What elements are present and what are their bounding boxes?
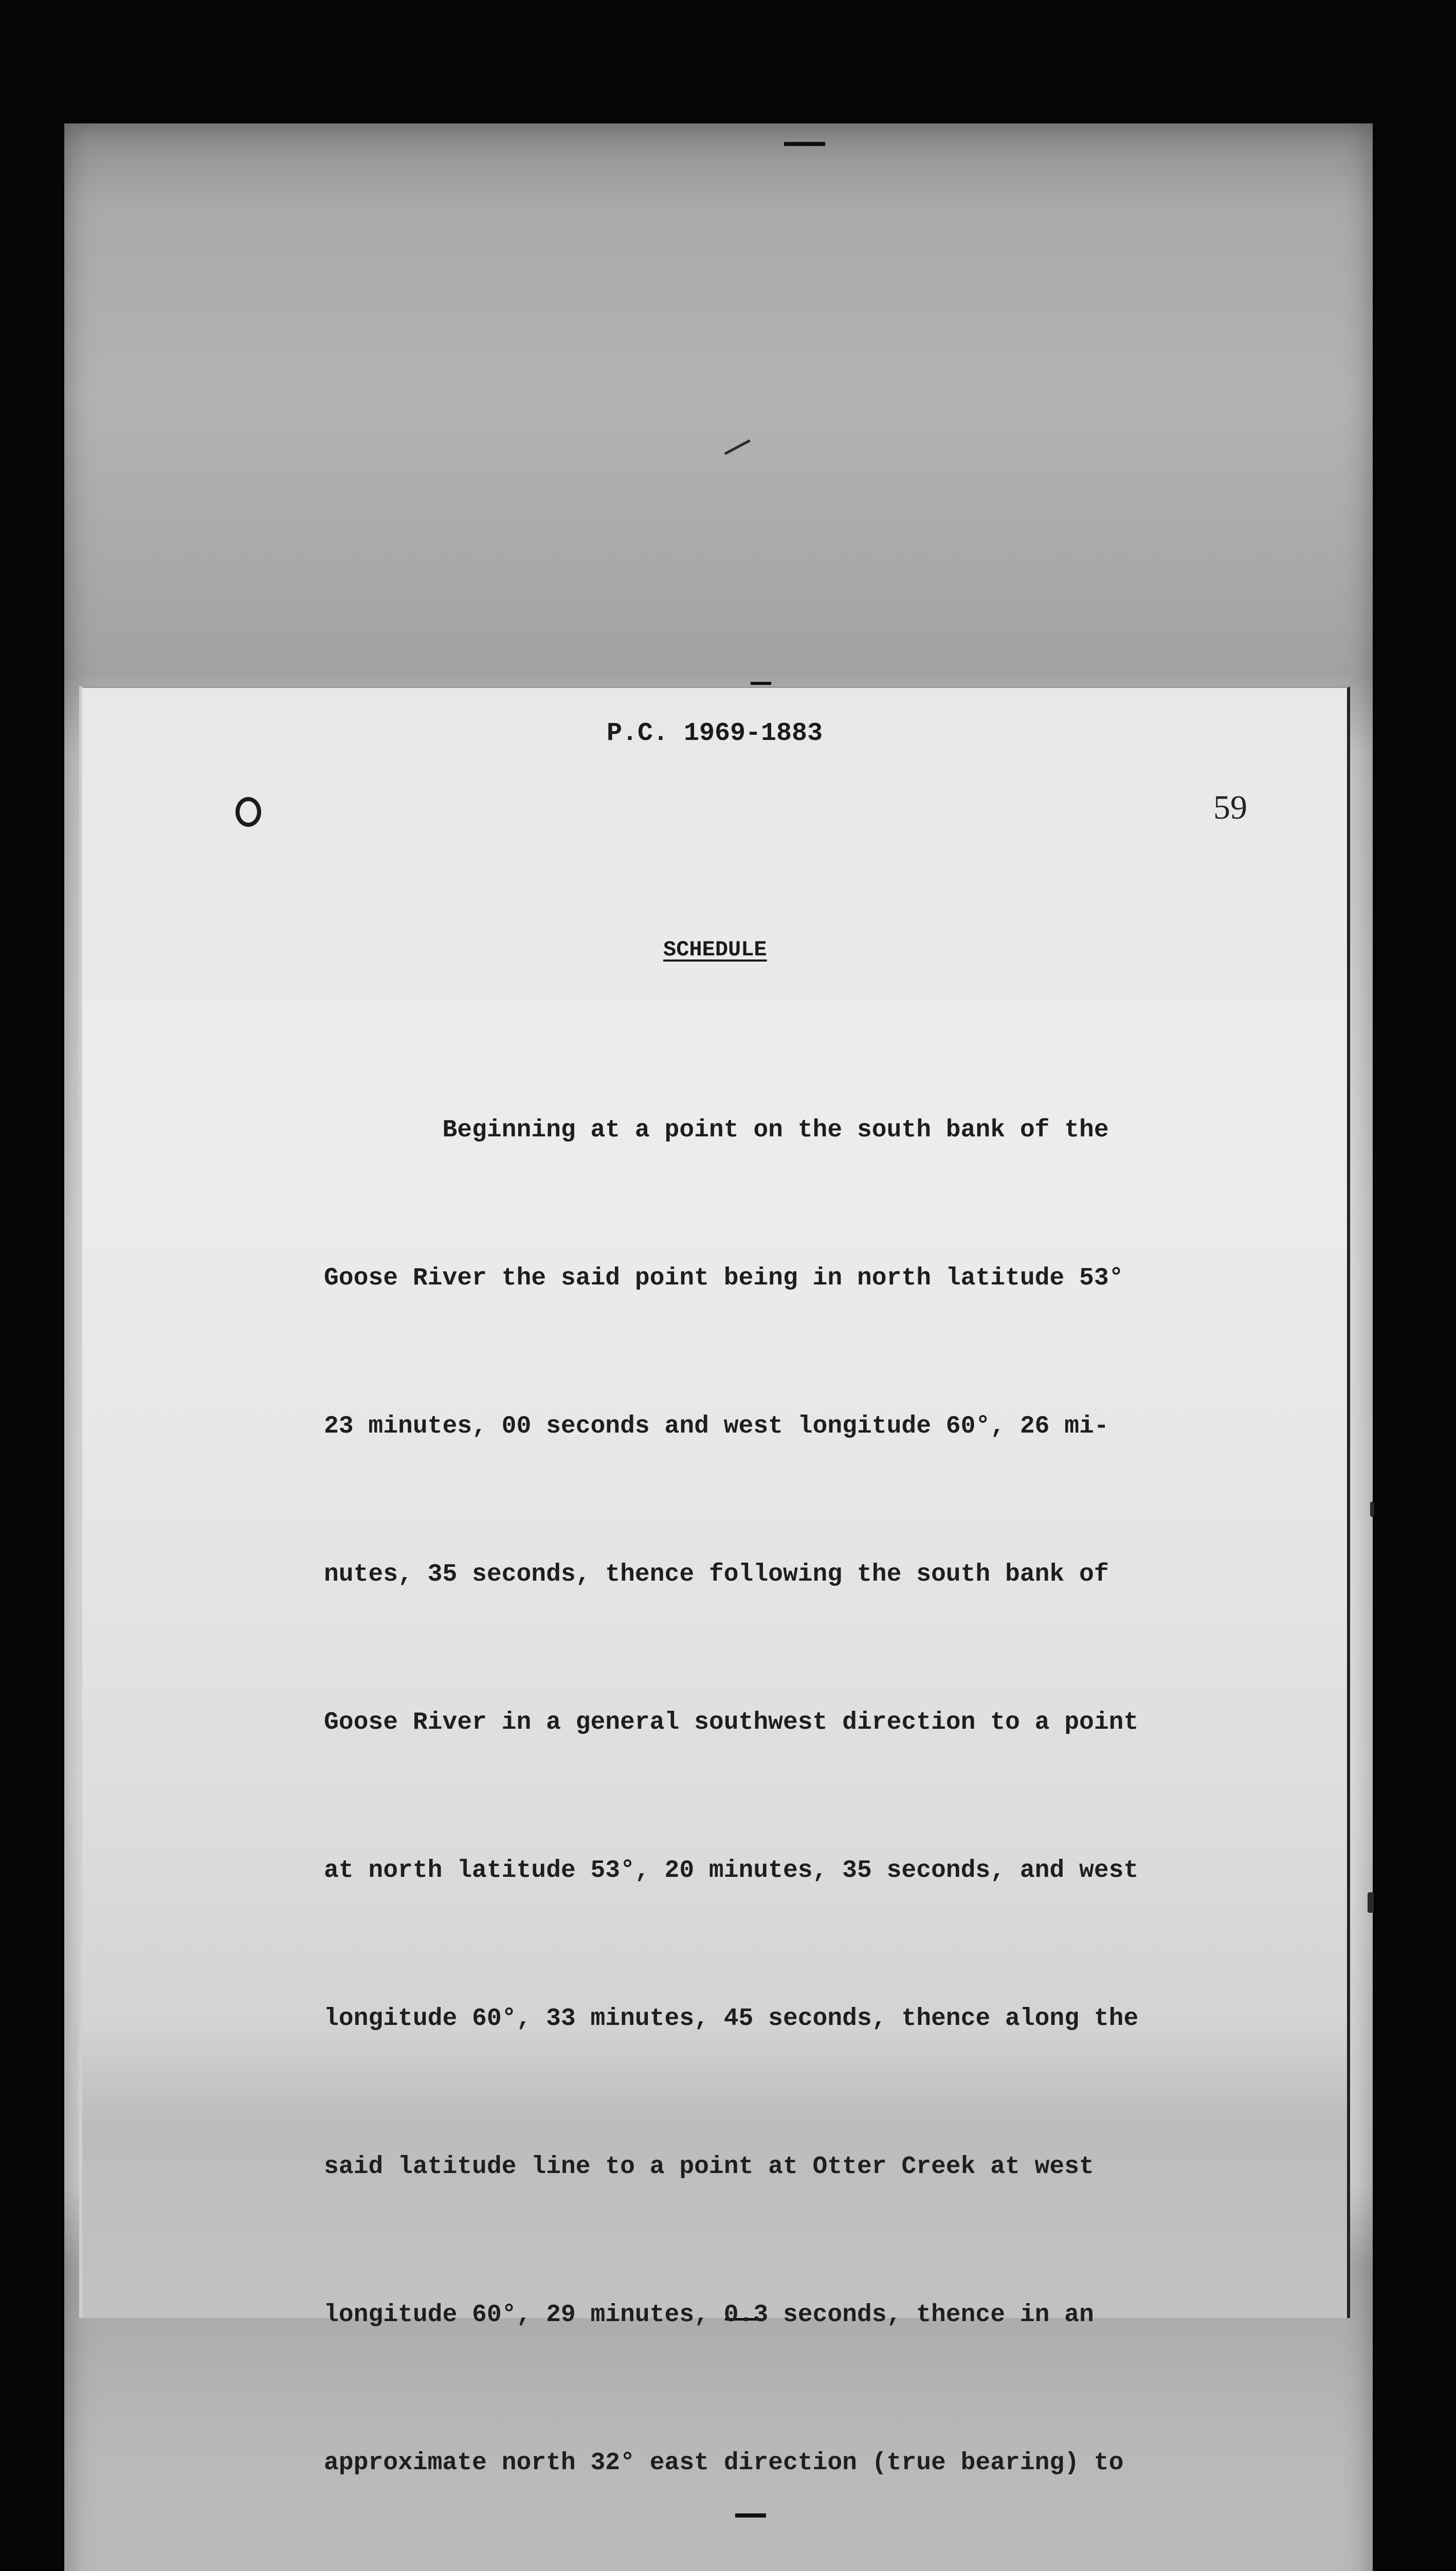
- body-line: 23 minutes, 00 seconds and west longitude 60°, 26 mi-: [324, 1413, 1109, 1440]
- frame-mark: [751, 682, 771, 685]
- document-page: [82, 686, 1350, 2477]
- body-line: longitude 60°, 33 minutes, 45 seconds, thence along the: [324, 2005, 1139, 2033]
- body-line: nutes, 35 seconds, thence following the south bank of: [324, 1561, 1109, 1588]
- body-line: said latitude line to a point at Otter Creek at west: [324, 2153, 1094, 2181]
- schedule-body: [324, 1007, 1260, 2571]
- schedule-heading: SCHEDULE: [663, 937, 767, 962]
- body-line: at north latitude 53°, 20 minutes, 35 seconds, and west: [324, 1857, 1139, 1885]
- body-line: Goose River in a general southwest direction to a point: [324, 1709, 1139, 1736]
- body-line: Beginning at a point on the south bank of the: [324, 1116, 1109, 1144]
- punch-hole-mark: [235, 797, 261, 827]
- body-line: approximate north 32° east direction (true bearing) to: [324, 2449, 1124, 2477]
- frame-mark: [784, 142, 825, 146]
- film-scratch: [1370, 1501, 1374, 1517]
- film-scratch: [1368, 1892, 1374, 1913]
- page-number: 59: [1213, 789, 1247, 826]
- body-line: Goose River the said point being in north latitude 53°: [324, 1264, 1124, 1292]
- order-reference: P.C. 1969-1883: [607, 719, 823, 748]
- body-line: longitude 60°, 29 minutes, 0.3 seconds, thence in an: [324, 2301, 1094, 2329]
